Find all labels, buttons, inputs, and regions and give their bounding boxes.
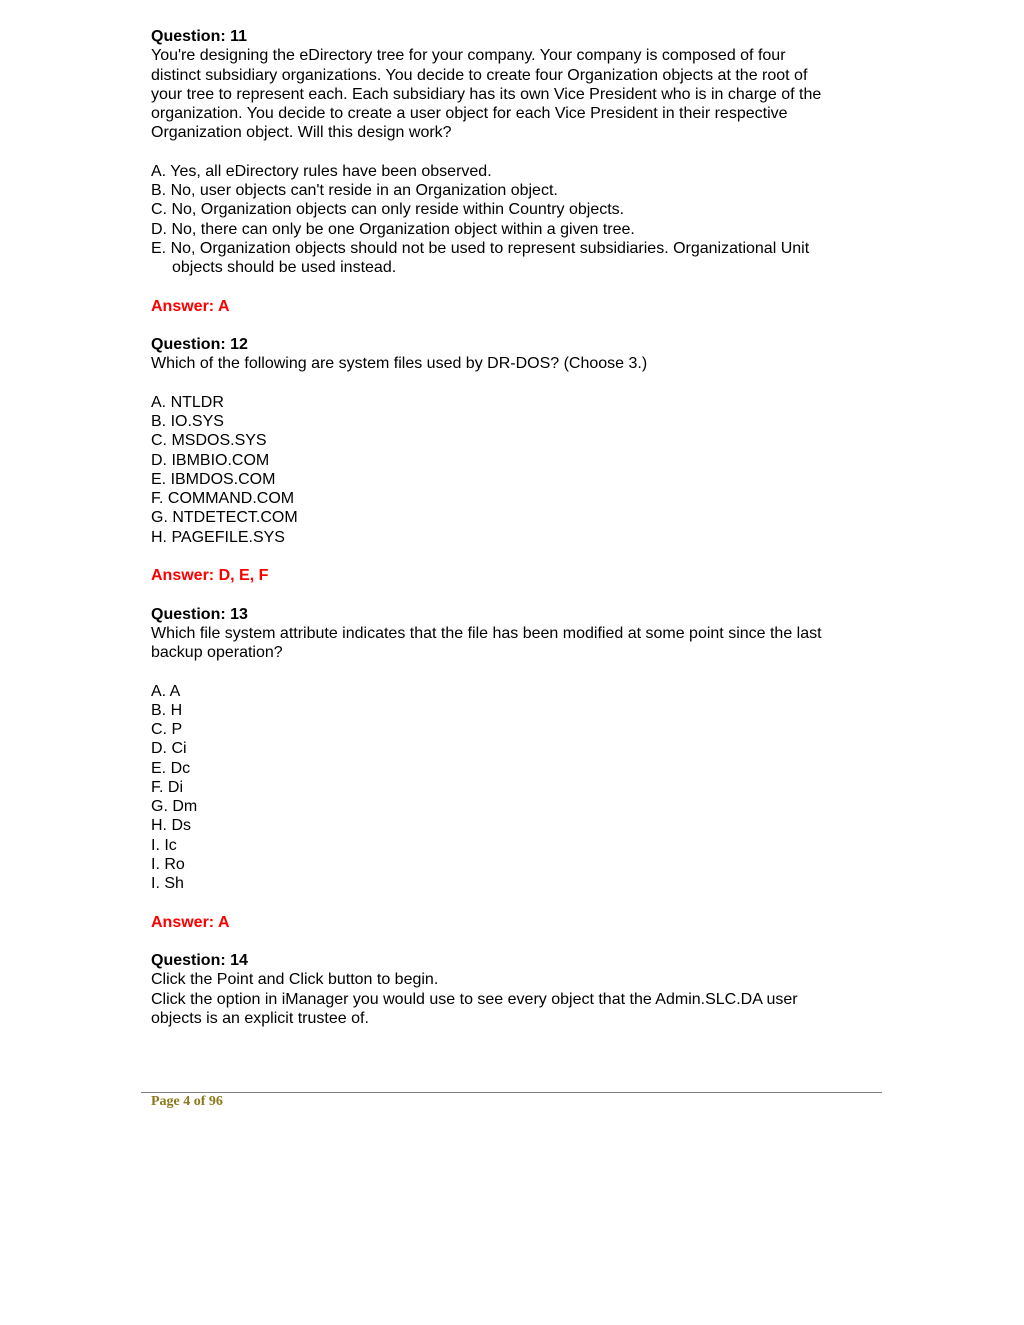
question-text-line: Which file system attribute indicates that the file has been modified at some point since the last xyxy=(151,624,822,642)
question-text-line: objects is an explicit trustee of. xyxy=(151,1009,369,1027)
spacer xyxy=(151,143,861,162)
question-text-line: You're designing the eDirectory tree for your company. Your company is composed of four xyxy=(151,47,786,65)
spacer xyxy=(151,932,861,951)
answer-option: H. PAGEFILE.SYS xyxy=(151,528,285,546)
answer-option: A. Yes, all eDirectory rules have been observed. xyxy=(151,162,492,180)
answer-key: Answer: A xyxy=(151,913,230,931)
question-text-line: Click the Point and Click button to begin. xyxy=(151,971,439,989)
page-number: Page 4 of 96 xyxy=(151,1094,223,1109)
answer-option: D. Ci xyxy=(151,740,187,758)
question-text-line: Click the option in iManager you would use to see every object that the Admin.SLC.DA user xyxy=(151,990,798,1008)
question-text-line: your tree to represent each. Each subsidiary has its own Vice President who is in charge of the xyxy=(151,85,822,103)
page-content xyxy=(151,27,861,1028)
question-text-line: Which of the following are system files used by DR-DOS? (Choose 3.) xyxy=(151,355,648,373)
answer-option: D. No, there can only be one Organization object within a given tree. xyxy=(151,220,635,238)
answer-option: E. Dc xyxy=(151,759,191,777)
answer-option: I. Sh xyxy=(151,875,184,892)
answer-option: B. IO.SYS xyxy=(151,413,224,430)
answer-option: I. Ro xyxy=(151,855,185,873)
spacer xyxy=(151,893,861,912)
answer-option: F. COMMAND.COM xyxy=(151,490,295,507)
question-block xyxy=(151,335,861,605)
answer-option: C. MSDOS.SYS xyxy=(151,432,267,450)
question-block xyxy=(151,605,861,952)
question-block xyxy=(151,951,861,1028)
answer-option: A. NTLDR xyxy=(151,393,224,411)
answer-option: A. A xyxy=(151,682,181,700)
question-text-line: Organization object. Will this design work? xyxy=(151,124,452,142)
answer-option: G. NTDETECT.COM xyxy=(151,509,298,527)
answer-option: I. Ic xyxy=(151,836,177,854)
answer-key: Answer: A xyxy=(151,297,230,315)
question-title: Question: 13 xyxy=(151,605,248,623)
spacer xyxy=(151,662,861,681)
spacer xyxy=(151,547,861,566)
question-block xyxy=(151,27,861,335)
question-title: Question: 12 xyxy=(151,336,248,353)
spacer xyxy=(151,277,861,296)
question-title: Question: 14 xyxy=(151,952,248,969)
footer-divider xyxy=(141,1092,882,1093)
question-text-line: distinct subsidiary organizations. You decide to create four Organization objects at the root of xyxy=(151,66,808,84)
answer-option: E. No, Organization objects should not be used to represent subsidiaries. Organizational Unit xyxy=(151,239,810,257)
spacer xyxy=(151,316,861,335)
answer-option: C. No, Organization objects can only reside within Country objects. xyxy=(151,201,625,219)
answer-option: H. Ds xyxy=(151,817,191,835)
question-title: Question: 11 xyxy=(151,28,248,45)
answer-option-continuation: objects should be used instead. xyxy=(172,259,397,276)
answer-option: B. No, user objects can't reside in an Organization object. xyxy=(151,182,558,199)
answer-option: E. IBMDOS.COM xyxy=(151,470,276,488)
answer-key: Answer: D, E, F xyxy=(151,567,269,584)
answer-option: C. P xyxy=(151,721,183,738)
answer-option: G. Dm xyxy=(151,798,198,815)
answer-option: B. H xyxy=(151,701,183,719)
answer-option: F. Di xyxy=(151,778,183,796)
spacer xyxy=(151,374,861,393)
question-text-line: organization. You decide to create a user object for each Vice President in their respective xyxy=(151,105,788,122)
question-text-line: backup operation? xyxy=(151,644,283,661)
spacer xyxy=(151,585,861,604)
answer-option: D. IBMBIO.COM xyxy=(151,451,270,469)
